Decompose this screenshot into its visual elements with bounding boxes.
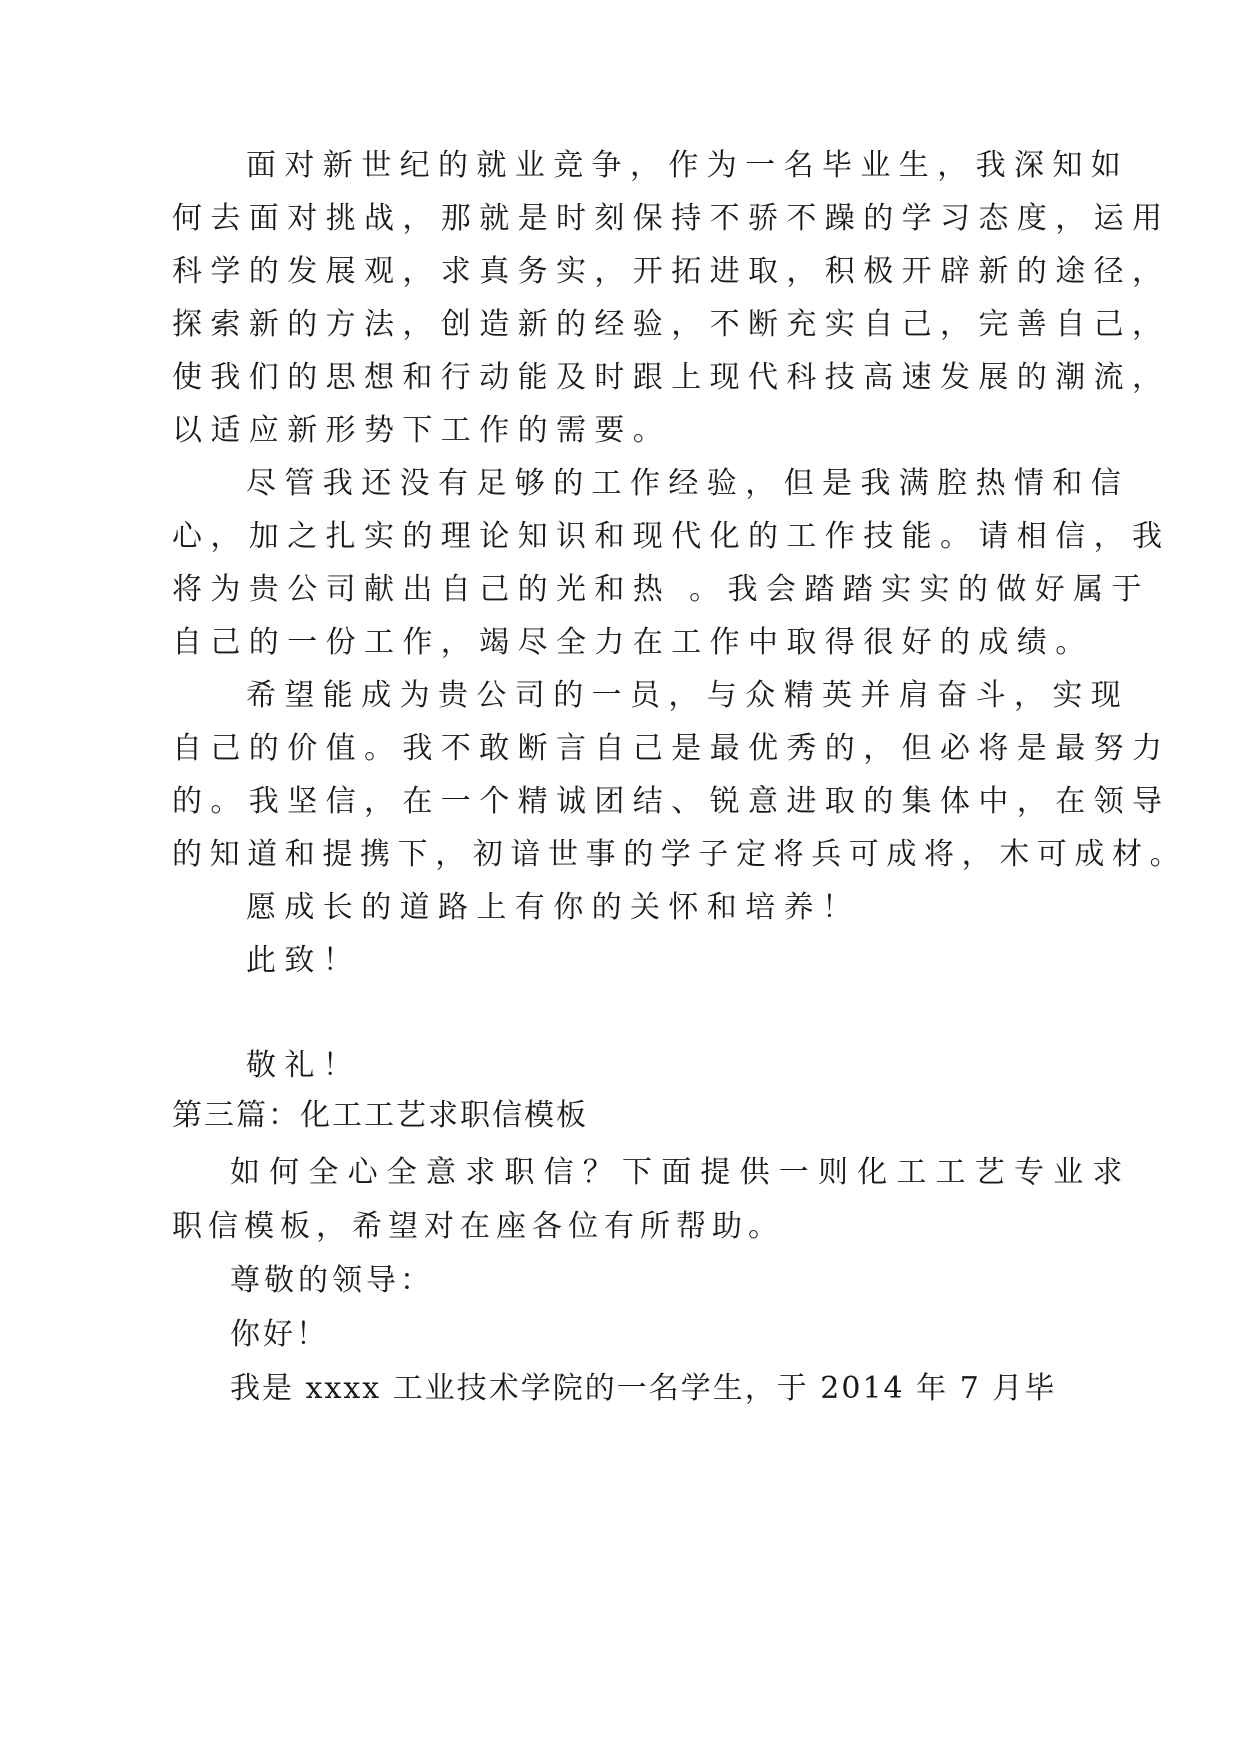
paragraph-line: 何去面对挑战，那就是时刻保持不骄不躁的学习态度，运用 [172, 201, 1171, 236]
paragraph-line: 将为贵公司献出自己的光和热 。我会踏踏实实的做好属于 [172, 572, 1150, 607]
paragraph-line: 自己的一份工作，竭尽全力在工作中取得很好的成绩。 [172, 625, 1094, 660]
paragraph-line: 尽管我还没有足够的工作经验，但是我满腔热情和信 [246, 466, 1130, 501]
paragraph-line: 的。我坚信，在一个精诚团结、锐意进取的集体中，在领导 [172, 784, 1171, 819]
intro-line: 如何全心全意求职信？下面提供一则化工工艺专业求 [230, 1155, 1132, 1190]
paragraph-line: 希望能成为贵公司的一员，与众精英并肩奋斗，实现 [246, 678, 1130, 713]
wish-line: 愿成长的道路上有你的关怀和培养！ [246, 890, 861, 925]
body-line: 我是 xxxx 工业技术学院的一名学生，于 2014 年 7 月毕 [230, 1371, 1057, 1406]
paragraph-line: 使我们的思想和行动能及时跟上现代科技高速发展的潮流， [172, 360, 1171, 395]
paragraph-line: 探索新的方法，创造新的经验，不断充实自己，完善自己， [172, 307, 1171, 342]
paragraph-line: 心，加之扎实的理论知识和现代化的工作技能。请相信，我 [172, 519, 1171, 554]
intro-line: 职信模板，希望对在座各位有所帮助。 [172, 1209, 784, 1244]
salutation: 尊敬的领导： [230, 1263, 434, 1298]
paragraph-line: 的知道和提携下，初谙世事的学子定将兵可成将，木可成材。 [172, 837, 1188, 872]
paragraph-line: 面对新世纪的就业竞争，作为一名毕业生，我深知如 [246, 148, 1130, 183]
greeting: 你好！ [230, 1317, 329, 1352]
section-title: 第三篇：化工工艺求职信模板 [172, 1098, 588, 1133]
closing-line: 敬礼！ [246, 1048, 362, 1083]
paragraph-line: 科学的发展观，求真务实，开拓进取，积极开辟新的途径， [172, 254, 1171, 289]
paragraph-line: 自己的价值。我不敢断言自己是最优秀的，但必将是最努力 [172, 731, 1171, 766]
paragraph-line: 以适应新形势下工作的需要。 [172, 413, 672, 448]
closing-line: 此致！ [246, 943, 362, 978]
